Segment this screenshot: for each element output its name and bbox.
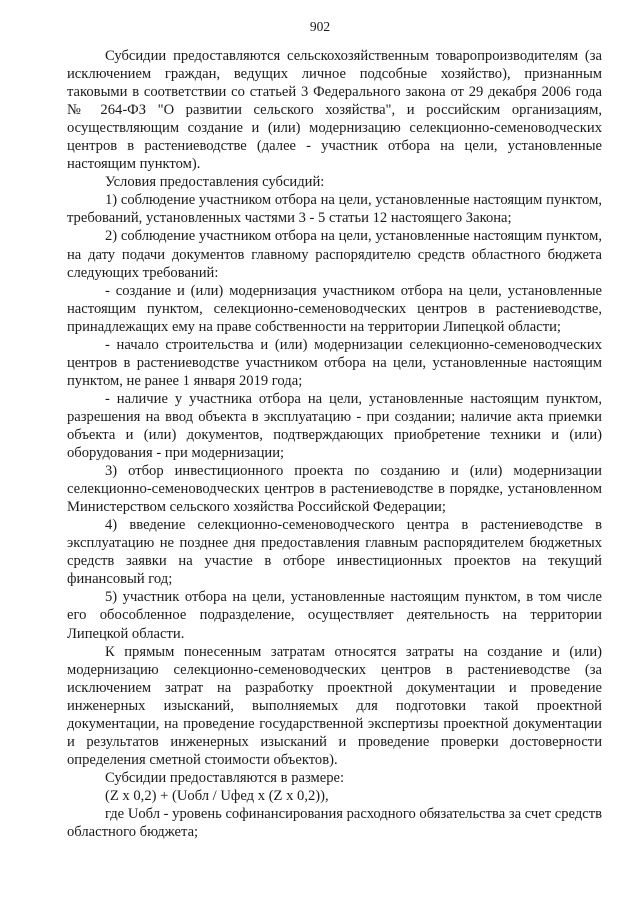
paragraph-requirement-permit: - наличие у участника отбора на цели, установленные настоящим пунктом, разрешения на ввод объекта в эксплуатацию - при создании; наличие акта приемки объекта и (или) документов, подтверждающих приобретение техники и (или) оборудования - при модернизации; bbox=[67, 390, 602, 462]
paragraph-condition-1: 1) соблюдение участником отбора на цели, установленные настоящим пунктом, требований, установленных частями 3 - 5 статьи 12 настоящего Закона; bbox=[67, 192, 602, 227]
paragraph-formula: (Z x 0,2) + (Uобл / Uфед x (Z x 0,2)), bbox=[105, 787, 329, 804]
paragraph-conditions-heading: Условия предоставления субсидий: bbox=[105, 174, 325, 191]
paragraph-condition-3: 3) отбор инвестиционного проекта по созданию и (или) модернизации селекционно-семеноводческих центров в растениеводстве в порядке, установленном Министерством сельского хозяйства Российской Федерации; bbox=[67, 463, 602, 516]
paragraph-direct-costs: К прямым понесенным затратам относятся затраты на создание и (или) модернизацию селекционно-семеноводческих центров в растениеводстве (за исключением затрат на разработку проектной документации и проведение инженерных изысканий, выполняемых для подготовки такой проектной документации, на проведение государственной экспертизы проектной документации и результатов инженерных изысканий и проведение проверки достоверности определения сметной стоимости объектов). bbox=[67, 643, 602, 768]
document-body bbox=[67, 47, 602, 841]
paragraph-requirement-start-date: - начало строительства и (или) модернизации селекционно-семеноводческих центров в растениеводстве участником отбора на цели, установленные настоящим пунктом, не ранее 1 января 2019 года; bbox=[67, 336, 602, 389]
paragraph-condition-2: 2) соблюдение участником отбора на цели, установленные настоящим пунктом, на дату подачи документов главному распорядителю средств областного бюджета следующих требований: bbox=[67, 228, 602, 281]
paragraph-condition-5: 5) участник отбора на цели, установленные настоящим пунктом, в том числе его обособленное подразделение, осуществляет деятельность на территории Липецкой области. bbox=[67, 589, 602, 642]
paragraph-subsidy-recipients: Субсидии предоставляются сельскохозяйственным товаропроизводителям (за исключением граждан, ведущих личное подсобные хозяйство), признанным таковыми в соответствии со статьей 3 Федерального закона от 29 декабря 2006 года № 264-ФЗ "О развитии сельского хозяйства", и российским организациям, осуществляющим создание и (или) модернизацию селекционно-семеноводческих центров в растениеводстве (далее - участник отбора на цели, установленные настоящим пунктом). bbox=[67, 48, 602, 173]
paragraph-subsidy-amount: Субсидии предоставляются в размере: bbox=[105, 769, 345, 786]
paragraph-requirement-creation: - создание и (или) модернизация участником отбора на цели, установленные настоящим пунктом, селекционно-семеноводческих центров в растениеводстве, принадлежащих ему на праве собственности на территории Липецкой области; bbox=[67, 282, 602, 335]
paragraph-formula-definition: где Uобл - уровень софинансирования расходного обязательства за счет средств областного бюджета; bbox=[67, 805, 602, 841]
paragraph-condition-4: 4) введение селекционно-семеноводческого центра в растениеводстве в эксплуатацию не позднее дня предоставления главным распорядителем бюджетных средств заявки на участие в отборе инвестиционных проектов на текущий финансовый год; bbox=[67, 517, 602, 588]
page-number: 902 bbox=[309, 19, 331, 34]
